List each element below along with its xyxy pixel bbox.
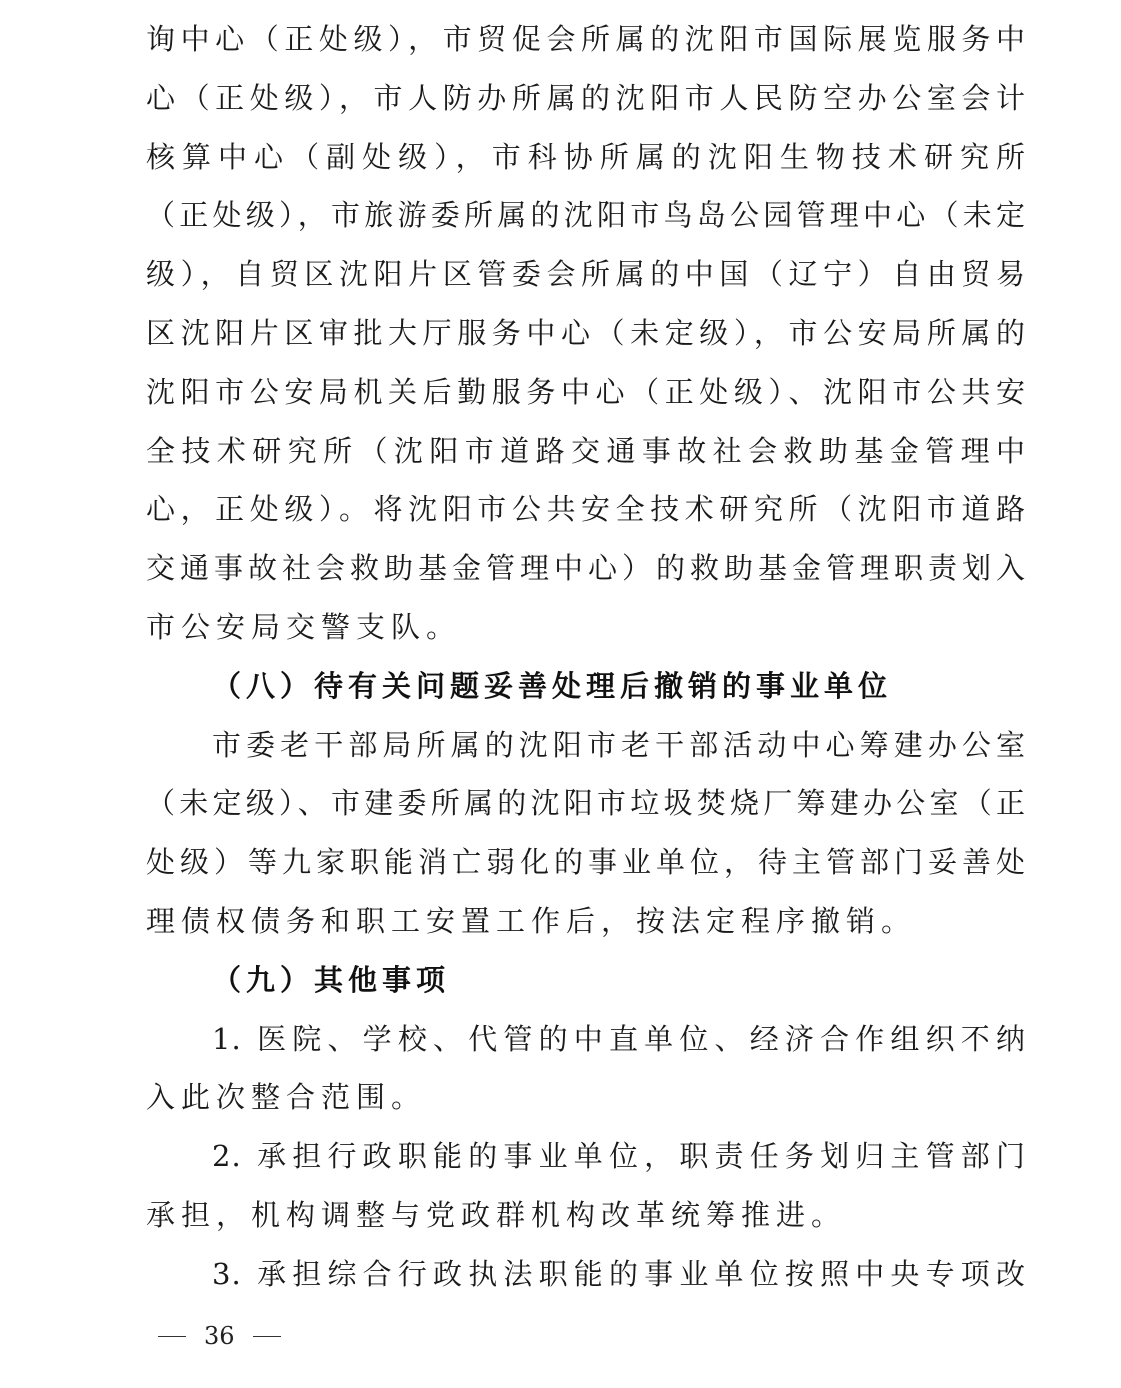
text-line: 沈阳市公安局机关后勤服务中心（正处级）、沈阳市公共安 (146, 374, 1026, 409)
text-line: 处级）等九家职能消亡弱化的事业单位，待主管部门妥善处 (146, 845, 1026, 880)
list-item-3: 3. 承担综合行政执法职能的事业单位按照中央专项改 (212, 1256, 1026, 1291)
text-line: 理债权债务和职工安置工作后，按法定程序撤销。 (146, 903, 917, 938)
text-line: 交通事故社会救助基金管理中心）的救助基金管理职责划入 (146, 551, 1026, 586)
list-item-2: 2. 承担行政职能的事业单位，职责任务划归主管部门 (212, 1139, 1026, 1174)
text-line: 承担，机构调整与党政群机构改革统筹推进。 (146, 1197, 847, 1232)
text-line: 心（正处级），市人防办所属的沈阳市人民防空办公室会计 (146, 80, 1026, 115)
text-line: 入此次整合范围。 (146, 1080, 427, 1115)
text-line: 级），自贸区沈阳片区管委会所属的中国（辽宁）自由贸易 (146, 257, 1026, 292)
dash-left (158, 1336, 186, 1337)
text-line: 区沈阳片区审批大厅服务中心（未定级），市公安局所属的 (146, 315, 1026, 350)
page-footer (158, 1318, 281, 1354)
text-line: 核算中心（副处级），市科协所属的沈阳生物技术研究所 (146, 139, 1026, 174)
text-line: （正处级），市旅游委所属的沈阳市鸟岛公园管理中心（未定 (146, 198, 1026, 233)
section-heading-8: （八）待有关问题妥善处理后撤销的事业单位 (212, 668, 893, 703)
dash-right (253, 1336, 281, 1337)
text-line: 心，正处级）。将沈阳市公共安全技术研究所（沈阳市道路 (146, 492, 1026, 527)
page-number: 36 (204, 1322, 235, 1350)
list-item-1: 1. 医院、学校、代管的中直单位、经济合作组织不纳 (212, 1021, 1026, 1056)
text-line: 市委老干部局所属的沈阳市老干部活动中心筹建办公室 (212, 727, 1026, 762)
text-line: （未定级）、市建委所属的沈阳市垃圾焚烧厂筹建办公室（正 (146, 786, 1026, 821)
text-line: 询中心（正处级），市贸促会所属的沈阳市国际展览服务中 (146, 22, 1026, 56)
body-text (146, 10, 1026, 1304)
text-line: 全技术研究所（沈阳市道路交通事故社会救助基金管理中 (146, 433, 1026, 468)
text-line: 市公安局交警支队。 (146, 609, 462, 644)
section-heading-9: （九）其他事项 (212, 962, 451, 997)
